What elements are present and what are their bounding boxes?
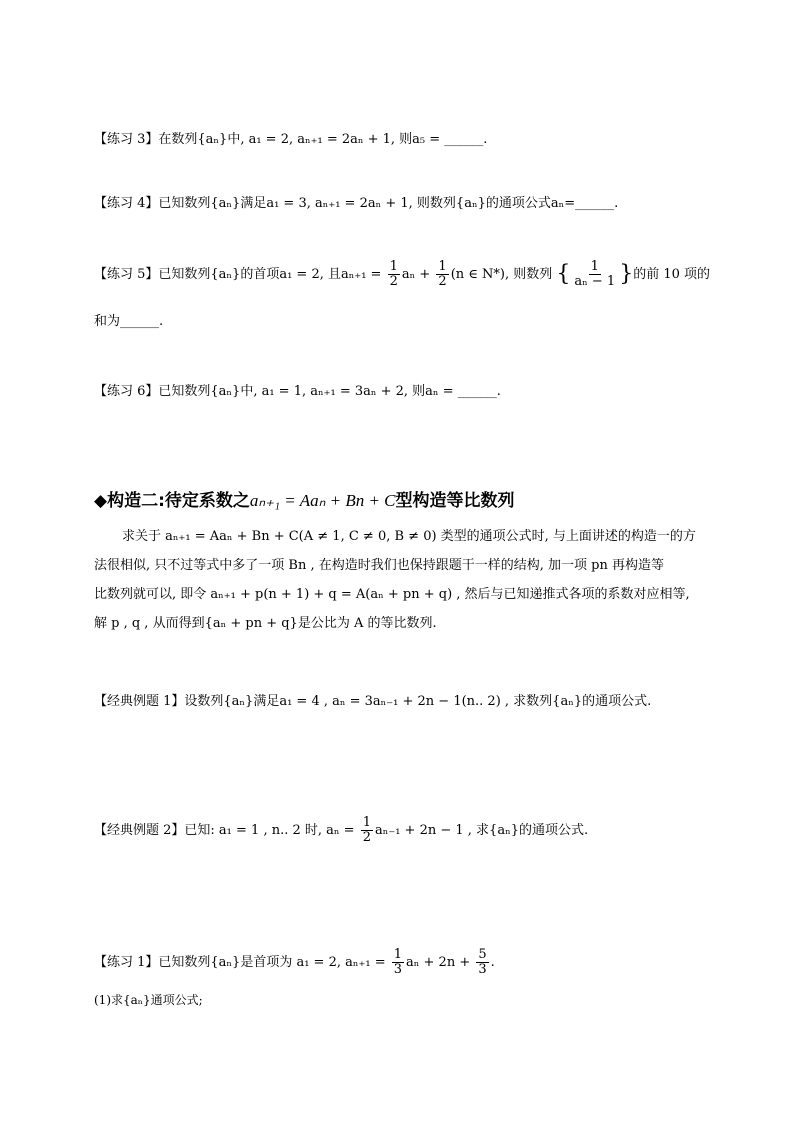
exercise-3-text: 在数列{aₙ}中, a₁ = 2, aₙ₊₁ = 2aₙ + 1, 则a₅ = ______. [158,132,488,147]
section-title-post: 型构造等比数列 [395,491,515,511]
practice-1-label: 【练习 1】 [94,955,159,970]
exercise-5-line-2 [94,312,163,332]
exercise-4 [94,194,618,214]
right-brace: } [619,261,634,287]
practice-1-end: . [490,955,495,970]
exercise-5-pre: 已知数列{aₙ}的首项a₁ = 2, 且aₙ₊₁ = [158,267,382,282]
example-1-label: 【经典例题 1】 [94,694,185,709]
example-2 [94,816,588,845]
example-2-post: aₙ₋₁ + 2n − 1 , 求{aₙ}的通项公式. [374,823,589,838]
example-1-text: 设数列{aₙ}满足a₁ = 4 , aₙ = 3aₙ₋₁ + 2n − 1(n.. 2) , 求数列{aₙ}的通项公式. [184,694,652,709]
exercise-5-post: 的前 10 项的 [633,267,711,282]
intro-paragraph [94,522,696,638]
example-2-label: 【经典例题 2】 [94,823,185,838]
exercise-5-mid: aₙ + [401,267,431,282]
exercise-4-text: 已知数列{aₙ}满足a₁ = 3, aₙ₊₁ = 2aₙ + 1, 则数列{aₙ}的通项公式aₙ=______. [158,196,619,211]
exercise-6-text: 已知数列{aₙ}中, a₁ = 1, aₙ₊₁ = 3aₙ + 2, 则aₙ = ______. [158,384,501,399]
example-2-pre: 已知: a₁ = 1 , n.. 2 时, aₙ = [184,823,355,838]
example-1 [94,692,651,712]
practice-1-pre: 已知数列{aₙ}是首项为 a₁ = 2, aₙ₊₁ = [158,955,386,970]
exercise-6-label: 【练习 6】 [94,384,159,399]
exercise-5-label: 【练习 5】 [94,267,159,282]
practice-1-q1-text: (1)求{aₙ}通项公式; [94,993,203,1007]
fraction-five-thirds: $\frac{5}{3}$ [478,947,487,977]
exercise-5-cond: (n ∈ N*), 则数列 [450,267,553,282]
intro-line-1: 求关于 aₙ₊₁ = Aaₙ + Bn + C(A ≠ 1, C ≠ 0, B ≠ 0) 类型的通项公式时, 与上面讲述的构造一的方 [122,529,696,544]
exercise-4-label: 【练习 4】 [94,196,159,211]
fraction-one-third: $\frac{1}{3}$ [393,947,403,977]
practice-1 [94,948,495,977]
exercise-5 [94,260,710,289]
exercise-6 [94,382,501,402]
intro-line-2: 法很相似, 只不过等式中多了一项 Bn , 在构造时我们也保持跟题干一样的结构, 加一项 pn 再构造等 [94,558,664,573]
section-title-pre: ◆构造二:待定系数之 [94,491,250,511]
exercise-3 [94,130,487,150]
left-brace: { [556,261,571,287]
section-title-math: aₙ₊₁ = Aaₙ + Bn + C [249,491,396,510]
practice-1-question-1 [94,990,203,1010]
fraction-example-2: $\frac{1}{2}$ [362,815,371,845]
fraction-reciprocal: $\frac{1}{\text{aₙ − 1}}$ [574,259,616,289]
intro-line-4: 解 p , q , 从而得到{aₙ + pn + q}是公比为 A 的等比数列. [94,616,437,631]
fraction-half-2: $\frac{1}{2}$ [438,259,447,289]
fraction-half-1: $\frac{1}{2}$ [389,259,398,289]
intro-line-3: 比数列就可以, 即令 aₙ₊₁ + p(n + 1) + q = A(aₙ + pn + q) , 然后与已知递推式各项的系数对应相等, [94,587,690,602]
practice-1-mid: aₙ + 2n + [406,955,471,970]
exercise-5-line2-text: 和为______. [94,314,164,329]
exercise-3-label: 【练习 3】 [94,132,159,147]
section-heading [94,486,515,511]
